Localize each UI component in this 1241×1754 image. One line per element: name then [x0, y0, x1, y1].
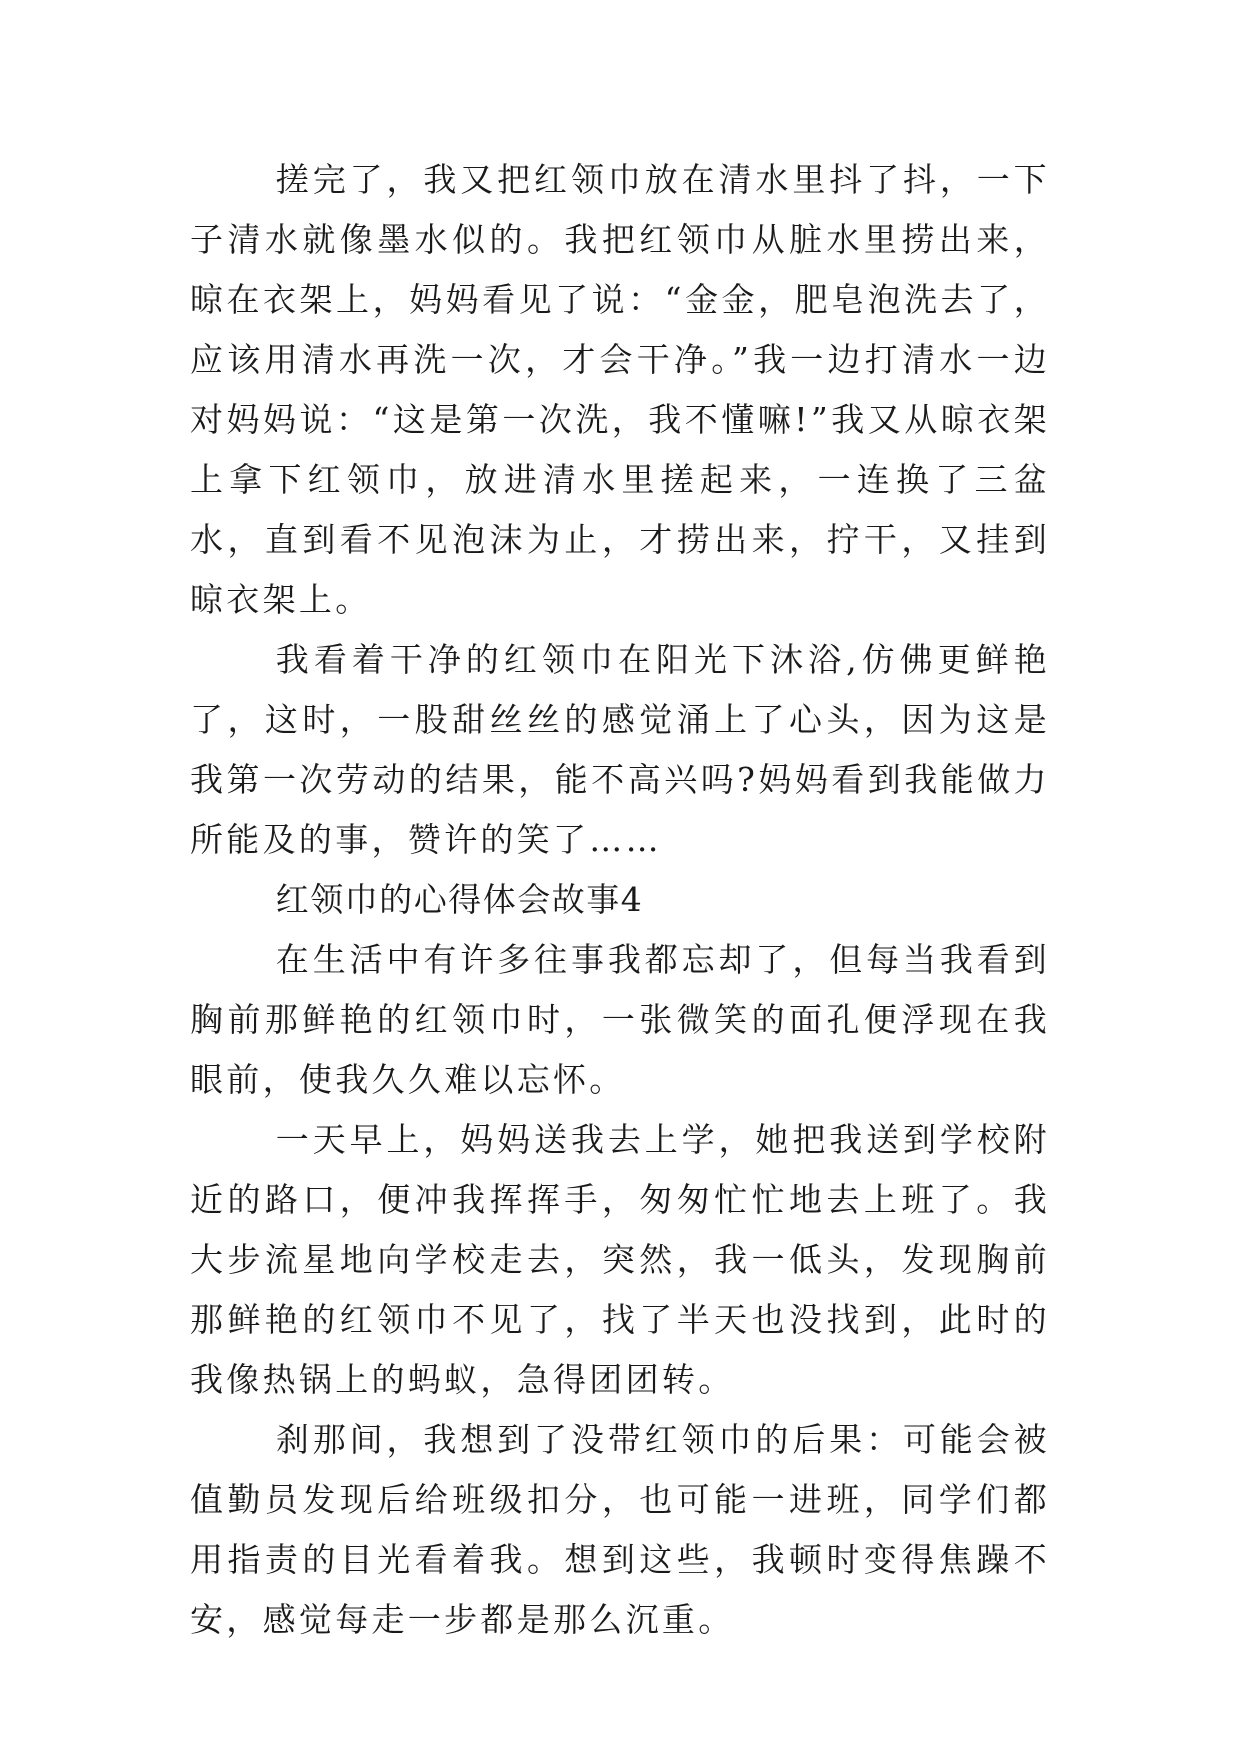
paragraph-washing-scarf: 搓完了，我又把红领巾放在清水里抖了抖，一下子清水就像墨水似的。我把红领巾从脏水里捞出来，晾在衣架上，妈妈看见了说：“金金，肥皂泡洗去了，应该用清水再洗一次，才会干净。”我一边打清水一边对妈妈说：“这是第一次洗，我不懂嘛!”我又从晾衣架上拿下红领巾，放进清水里搓起来，一连换了三盆水，直到看不见泡沫为止，才捞出来，拧干，又挂到晾衣架上。	[190, 160, 1050, 619]
paragraph-clean-scarf: 我看着干净的红领巾在阳光下沐浴,仿佛更鲜艳了，这时，一股甜丝丝的感觉涌上了心头，因为这是我第一次劳动的结果，能不高兴吗?妈妈看到我能做力所能及的事，赞许的笑了……	[190, 640, 1050, 859]
section-heading: 红领巾的心得体会故事4	[275, 880, 644, 919]
paragraph-consequences: 刹那间，我想到了没带红领巾的后果：可能会被值勤员发现后给班级扣分，也可能一进班，同学们都用指责的目光看着我。想到这些，我顿时变得焦躁不安，感觉每走一步都是那么沉重。	[190, 1420, 1050, 1639]
document-body	[190, 150, 1050, 1650]
paragraph-memories: 在生活中有许多往事我都忘却了，但每当我看到胸前那鲜艳的红领巾时，一张微笑的面孔便浮现在我眼前，使我久久难以忘怀。	[190, 940, 1050, 1099]
paragraph-lost-scarf: 一天早上，妈妈送我去上学，她把我送到学校附近的路口，便冲我挥挥手，匆匆忙忙地去上班了。我大步流星地向学校走去，突然，我一低头，发现胸前那鲜艳的红领巾不见了，找了半天也没找到，此时的我像热锅上的蚂蚁，急得团团转。	[190, 1120, 1050, 1399]
